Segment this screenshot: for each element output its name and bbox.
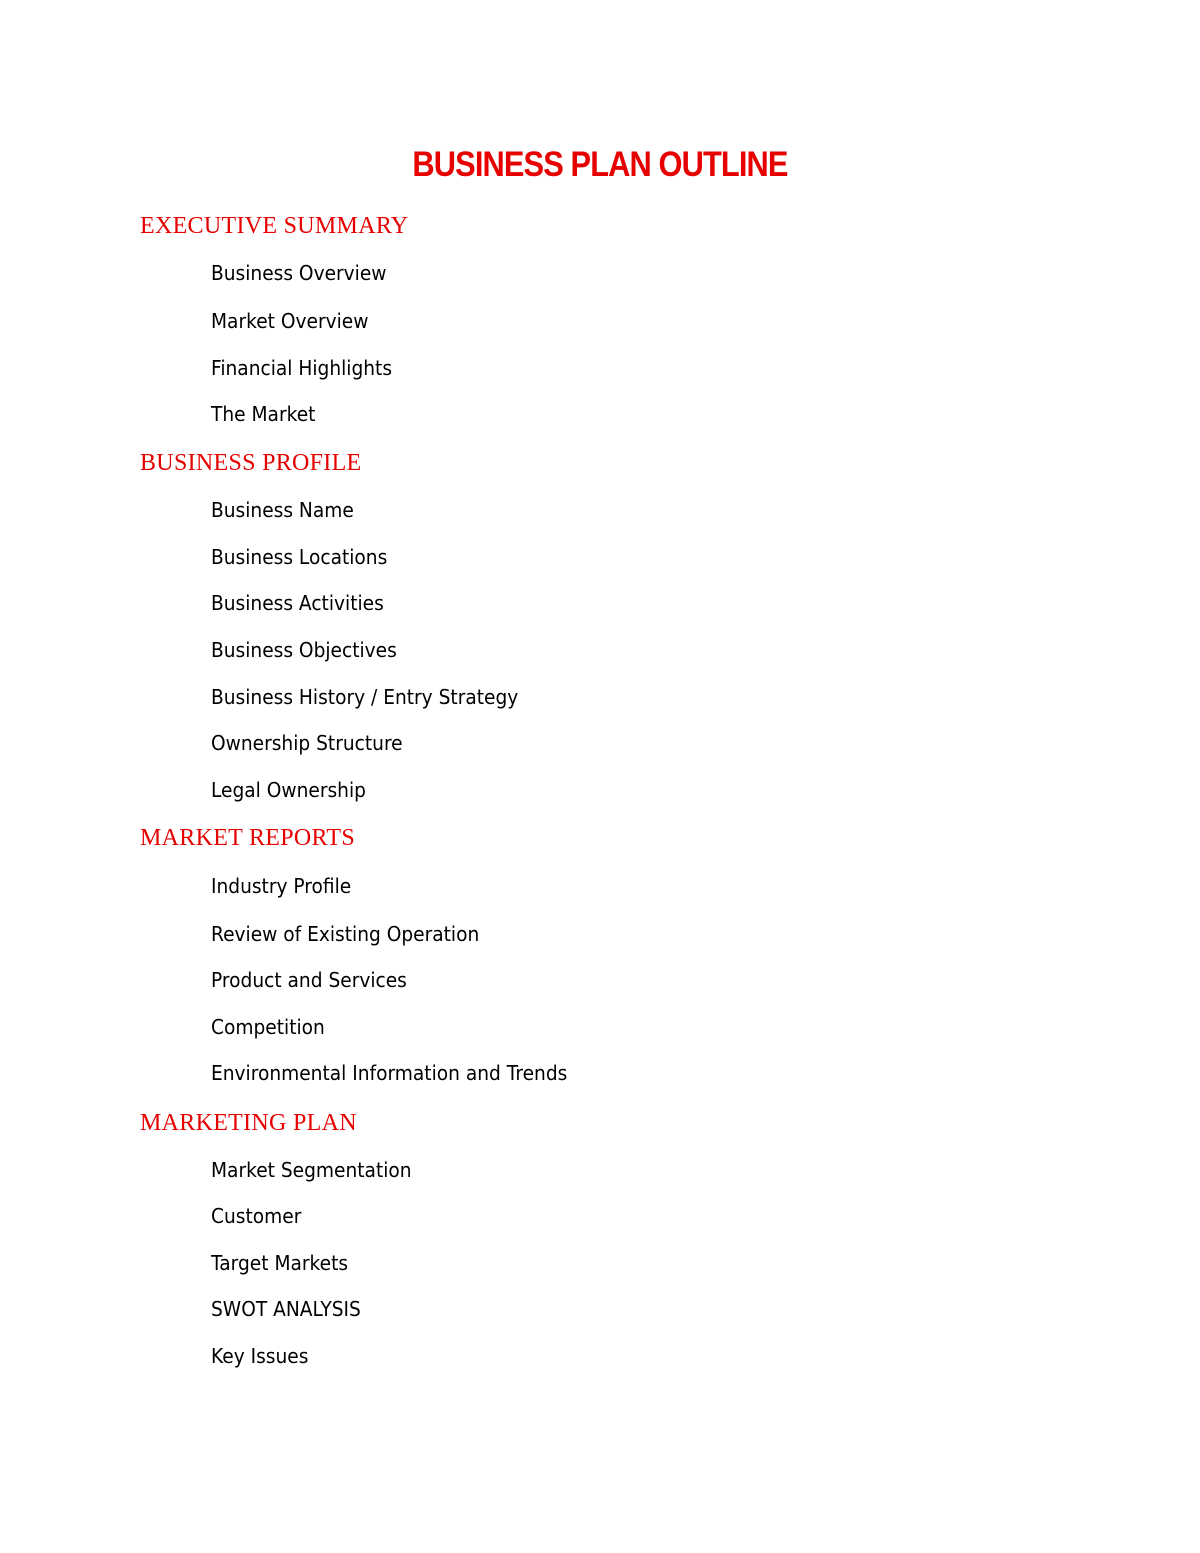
section-heading-executive-summary: EXECUTIVE SUMMARY — [140, 213, 409, 239]
section-heading-marketing-plan: MARKETING PLAN — [140, 1110, 357, 1136]
outline-item: Business Activities — [211, 591, 384, 615]
outline-item: Ownership Structure — [211, 731, 403, 755]
outline-item: Industry Profile — [211, 874, 352, 898]
outline-item: Key Issues — [211, 1344, 309, 1368]
outline-item: Competition — [211, 1015, 325, 1039]
outline-item: Market Overview — [211, 309, 369, 333]
outline-item: Product and Services — [211, 968, 407, 992]
outline-item: Customer — [211, 1204, 302, 1228]
outline-item: Legal Ownership — [211, 778, 366, 802]
outline-item: Business History / Entry Strategy — [211, 685, 519, 709]
outline-item: The Market — [211, 402, 316, 426]
section-heading-business-profile: BUSINESS PROFILE — [140, 450, 362, 476]
outline-item: Review of Existing Operation — [211, 922, 480, 946]
outline-item: Environmental Information and Trends — [211, 1061, 568, 1085]
outline-item: SWOT ANALYSIS — [211, 1297, 361, 1321]
outline-item: Financial Highlights — [211, 356, 393, 380]
outline-item: Business Overview — [211, 261, 387, 285]
document-title: BUSINESS PLAN OUTLINE — [412, 145, 788, 184]
outline-item: Business Locations — [211, 545, 388, 569]
section-heading-market-reports: MARKET REPORTS — [140, 825, 356, 851]
outline-item: Market Segmentation — [211, 1158, 412, 1182]
outline-item: Business Name — [211, 498, 354, 522]
outline-item: Target Markets — [211, 1251, 349, 1275]
outline-item: Business Objectives — [211, 638, 397, 662]
